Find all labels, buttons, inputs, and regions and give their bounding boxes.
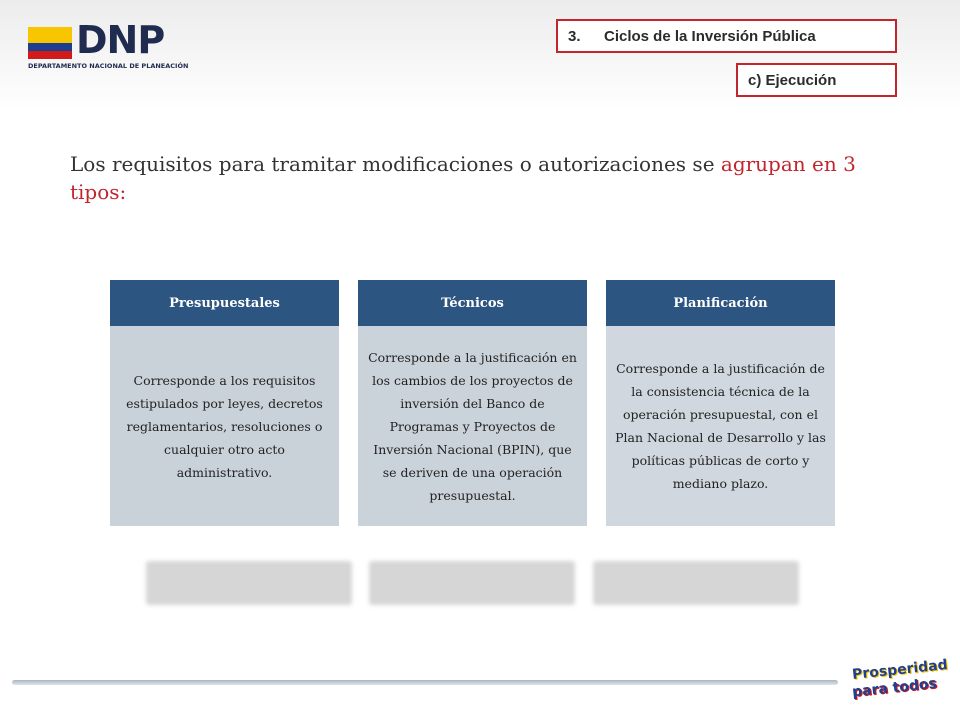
dnp-logo — [28, 18, 189, 72]
card-reflection — [369, 561, 575, 605]
card-planificacion — [606, 280, 835, 526]
section-number: 3. — [568, 27, 581, 45]
card-title: Presupuestales — [110, 280, 339, 326]
card-tecnicos — [358, 280, 587, 526]
colombia-flag-icon — [28, 27, 72, 59]
logo-subtitle: DEPARTAMENTO NACIONAL DE PLANEACIÓN — [28, 62, 189, 70]
card-title: Técnicos — [358, 280, 587, 326]
page-heading — [70, 150, 860, 206]
card-reflection — [593, 561, 799, 605]
card-body: Corresponde a la justificación en los cambios de los proyectos de inversión del Banco de Programas y Proyectos de Inversión Nacional (BPIN), que se deriven de una operación presupuestal. — [358, 326, 587, 526]
prosperidad-logo — [848, 657, 949, 708]
heading-text: Los requisitos para tramitar modificaciones o autorizaciones se — [70, 152, 721, 176]
badge-line2: para todos — [851, 675, 938, 701]
heading-highlight: agrupan en 3 tipos: — [70, 152, 856, 204]
card-presupuestales — [110, 280, 339, 526]
logo-name: DNP — [76, 18, 165, 62]
card-body: Corresponde a los requisitos estipulados por leyes, decretos reglamentarios, resoluciones o cualquier otro acto administrativo. — [110, 326, 339, 526]
section-title: Ciclos de la Inversión Pública — [604, 27, 816, 45]
subsection-box — [736, 63, 897, 97]
card-body: Corresponde a la justificación de la consistencia técnica de la operación presupuestal, con el Plan Nacional de Desarrollo y las políticas públicas de corto y mediano plazo. — [606, 326, 835, 526]
section-title-box — [556, 19, 897, 53]
card-reflection — [146, 561, 352, 605]
footer-divider — [12, 680, 838, 685]
subsection-title: c) Ejecución — [748, 71, 837, 89]
badge-line1: Prosperidad — [851, 657, 949, 683]
card-title: Planificación — [606, 280, 835, 326]
